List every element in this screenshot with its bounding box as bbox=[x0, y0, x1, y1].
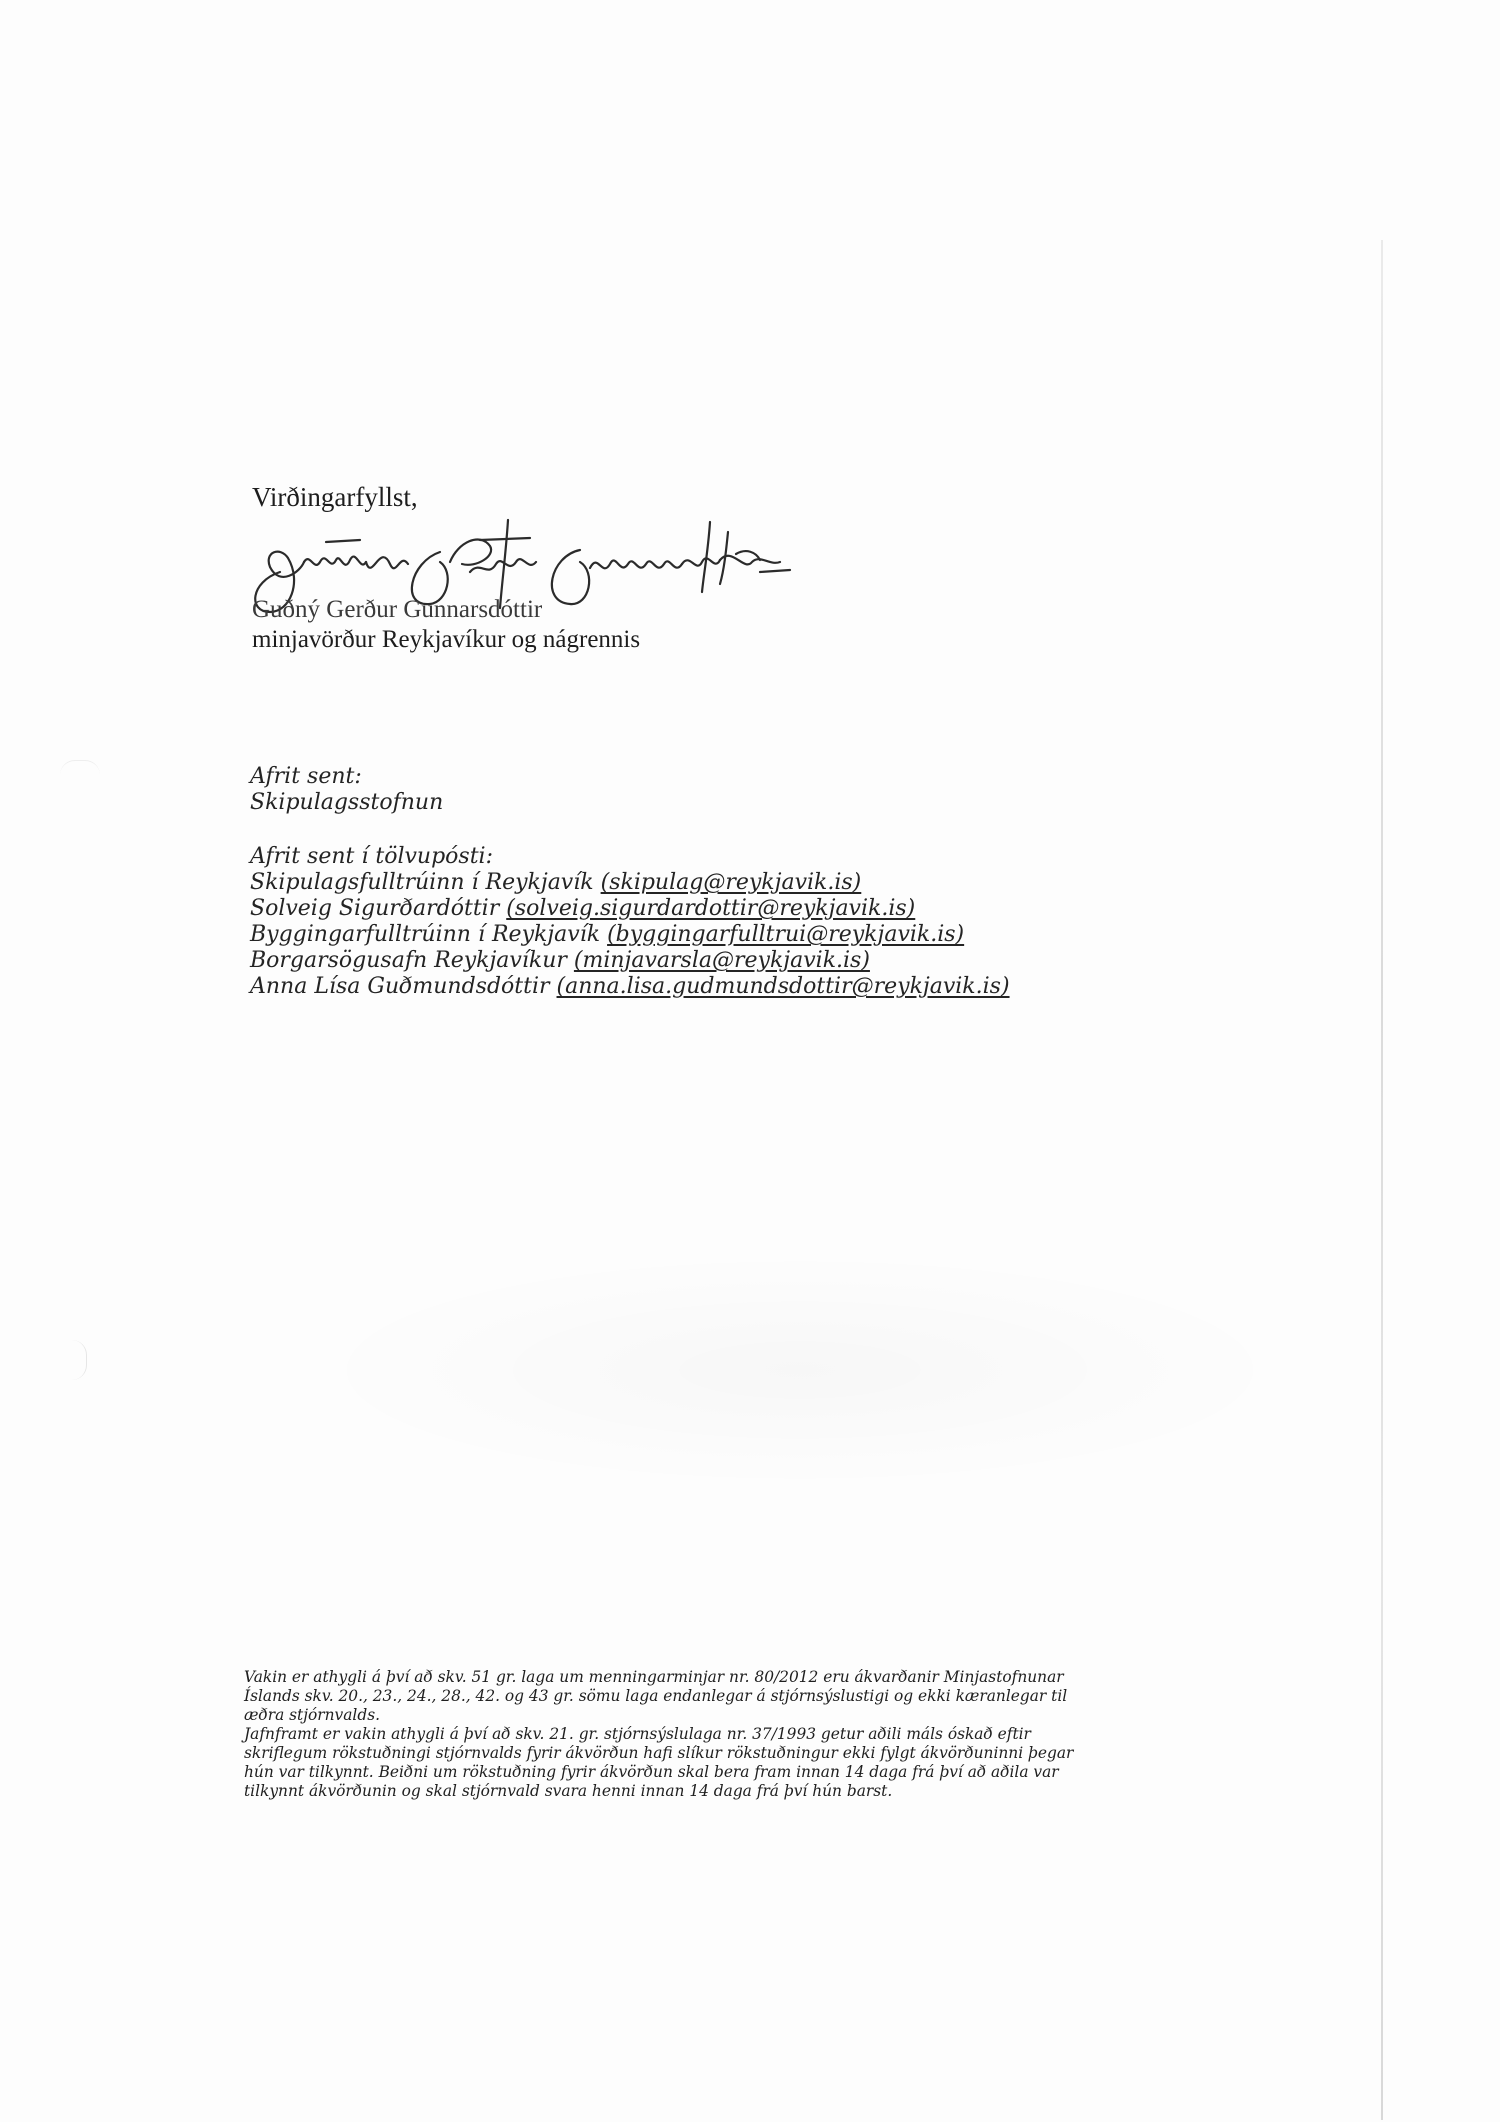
signer-title: minjavörður Reykjavíkur og nágrennis bbox=[252, 626, 641, 653]
email-recipient bbox=[250, 870, 1010, 896]
recipient-name: Solveig Sigurðardóttir bbox=[250, 896, 500, 921]
legal-notice bbox=[244, 1668, 1074, 1801]
email-recipient bbox=[250, 896, 1010, 922]
copy-recipient: Skipulagsstofnun bbox=[250, 790, 444, 815]
recipient-email-link[interactable]: (anna.lisa.gudmundsdottir@reykjavik.is) bbox=[556, 974, 1010, 999]
closing-salutation: Virðingarfyllst, bbox=[252, 482, 418, 512]
email-copy-section bbox=[250, 844, 1010, 1000]
copy-sent-section bbox=[250, 764, 443, 816]
scan-edge-line bbox=[1381, 240, 1383, 2120]
recipient-email-link[interactable]: (skipulag@reykjavik.is) bbox=[600, 870, 862, 895]
legal-notice-paragraph: Vakin er athygli á því að skv. 51 gr. laga um menningarminjar nr. 80/2012 eru ákvarðanir Minjastofnunar Íslands skv. 20., 23., 24., 28., 42. og 43 gr. sömu laga endanlegar á stjórnsýslustigi og ekki kæranlegar til æðra stjórnvalds. bbox=[244, 1668, 1068, 1724]
recipient-name: Anna Lísa Guðmundsdóttir bbox=[250, 974, 550, 999]
legal-notice-paragraph: Jafnframt er vakin athygli á því að skv. 21. gr. stjórnsýslulaga nr. 37/1993 getur aðili máls óskað eftir skriflegum rökstuðningi stjórnvalds fyrir ákvörðun hafi slíkur rökstuðningur ekki fylgt ákvörðuninni þegar hún var tilkynnt. Beiðni um rökstuðning fyrir ákvörðun skal bera fram innan 14 daga frá því að aðila var tilkynnt ákvörðunin og skal stjórnvald svara henni innan 14 daga frá því hún barst. bbox=[244, 1725, 1074, 1800]
recipient-name: Skipulagsfulltrúinn í Reykjavík bbox=[250, 870, 594, 895]
email-recipient bbox=[250, 948, 1010, 974]
recipient-email-link[interactable]: (solveig.sigurdardottir@reykjavik.is) bbox=[506, 896, 916, 921]
recipient-name: Byggingarfulltrúinn í Reykjavík bbox=[250, 922, 601, 947]
scan-artifact bbox=[72, 1340, 87, 1380]
email-copy-label: Afrit sent í tölvupósti: bbox=[250, 844, 493, 869]
recipient-email-link[interactable]: (byggingarfulltrui@reykjavik.is) bbox=[607, 922, 965, 947]
email-recipient bbox=[250, 974, 1010, 1000]
signer-name: Guðný Gerður Gunnarsdóttir bbox=[252, 596, 543, 623]
copy-sent-label: Afrit sent: bbox=[250, 764, 362, 789]
email-recipient bbox=[250, 922, 1010, 948]
recipient-name: Borgarsögusafn Reykjavíkur bbox=[250, 948, 567, 973]
scan-artifact bbox=[60, 760, 100, 775]
bleed-through-shadow bbox=[300, 1250, 1300, 1490]
recipient-email-link[interactable]: (minjavarsla@reykjavik.is) bbox=[573, 948, 870, 973]
